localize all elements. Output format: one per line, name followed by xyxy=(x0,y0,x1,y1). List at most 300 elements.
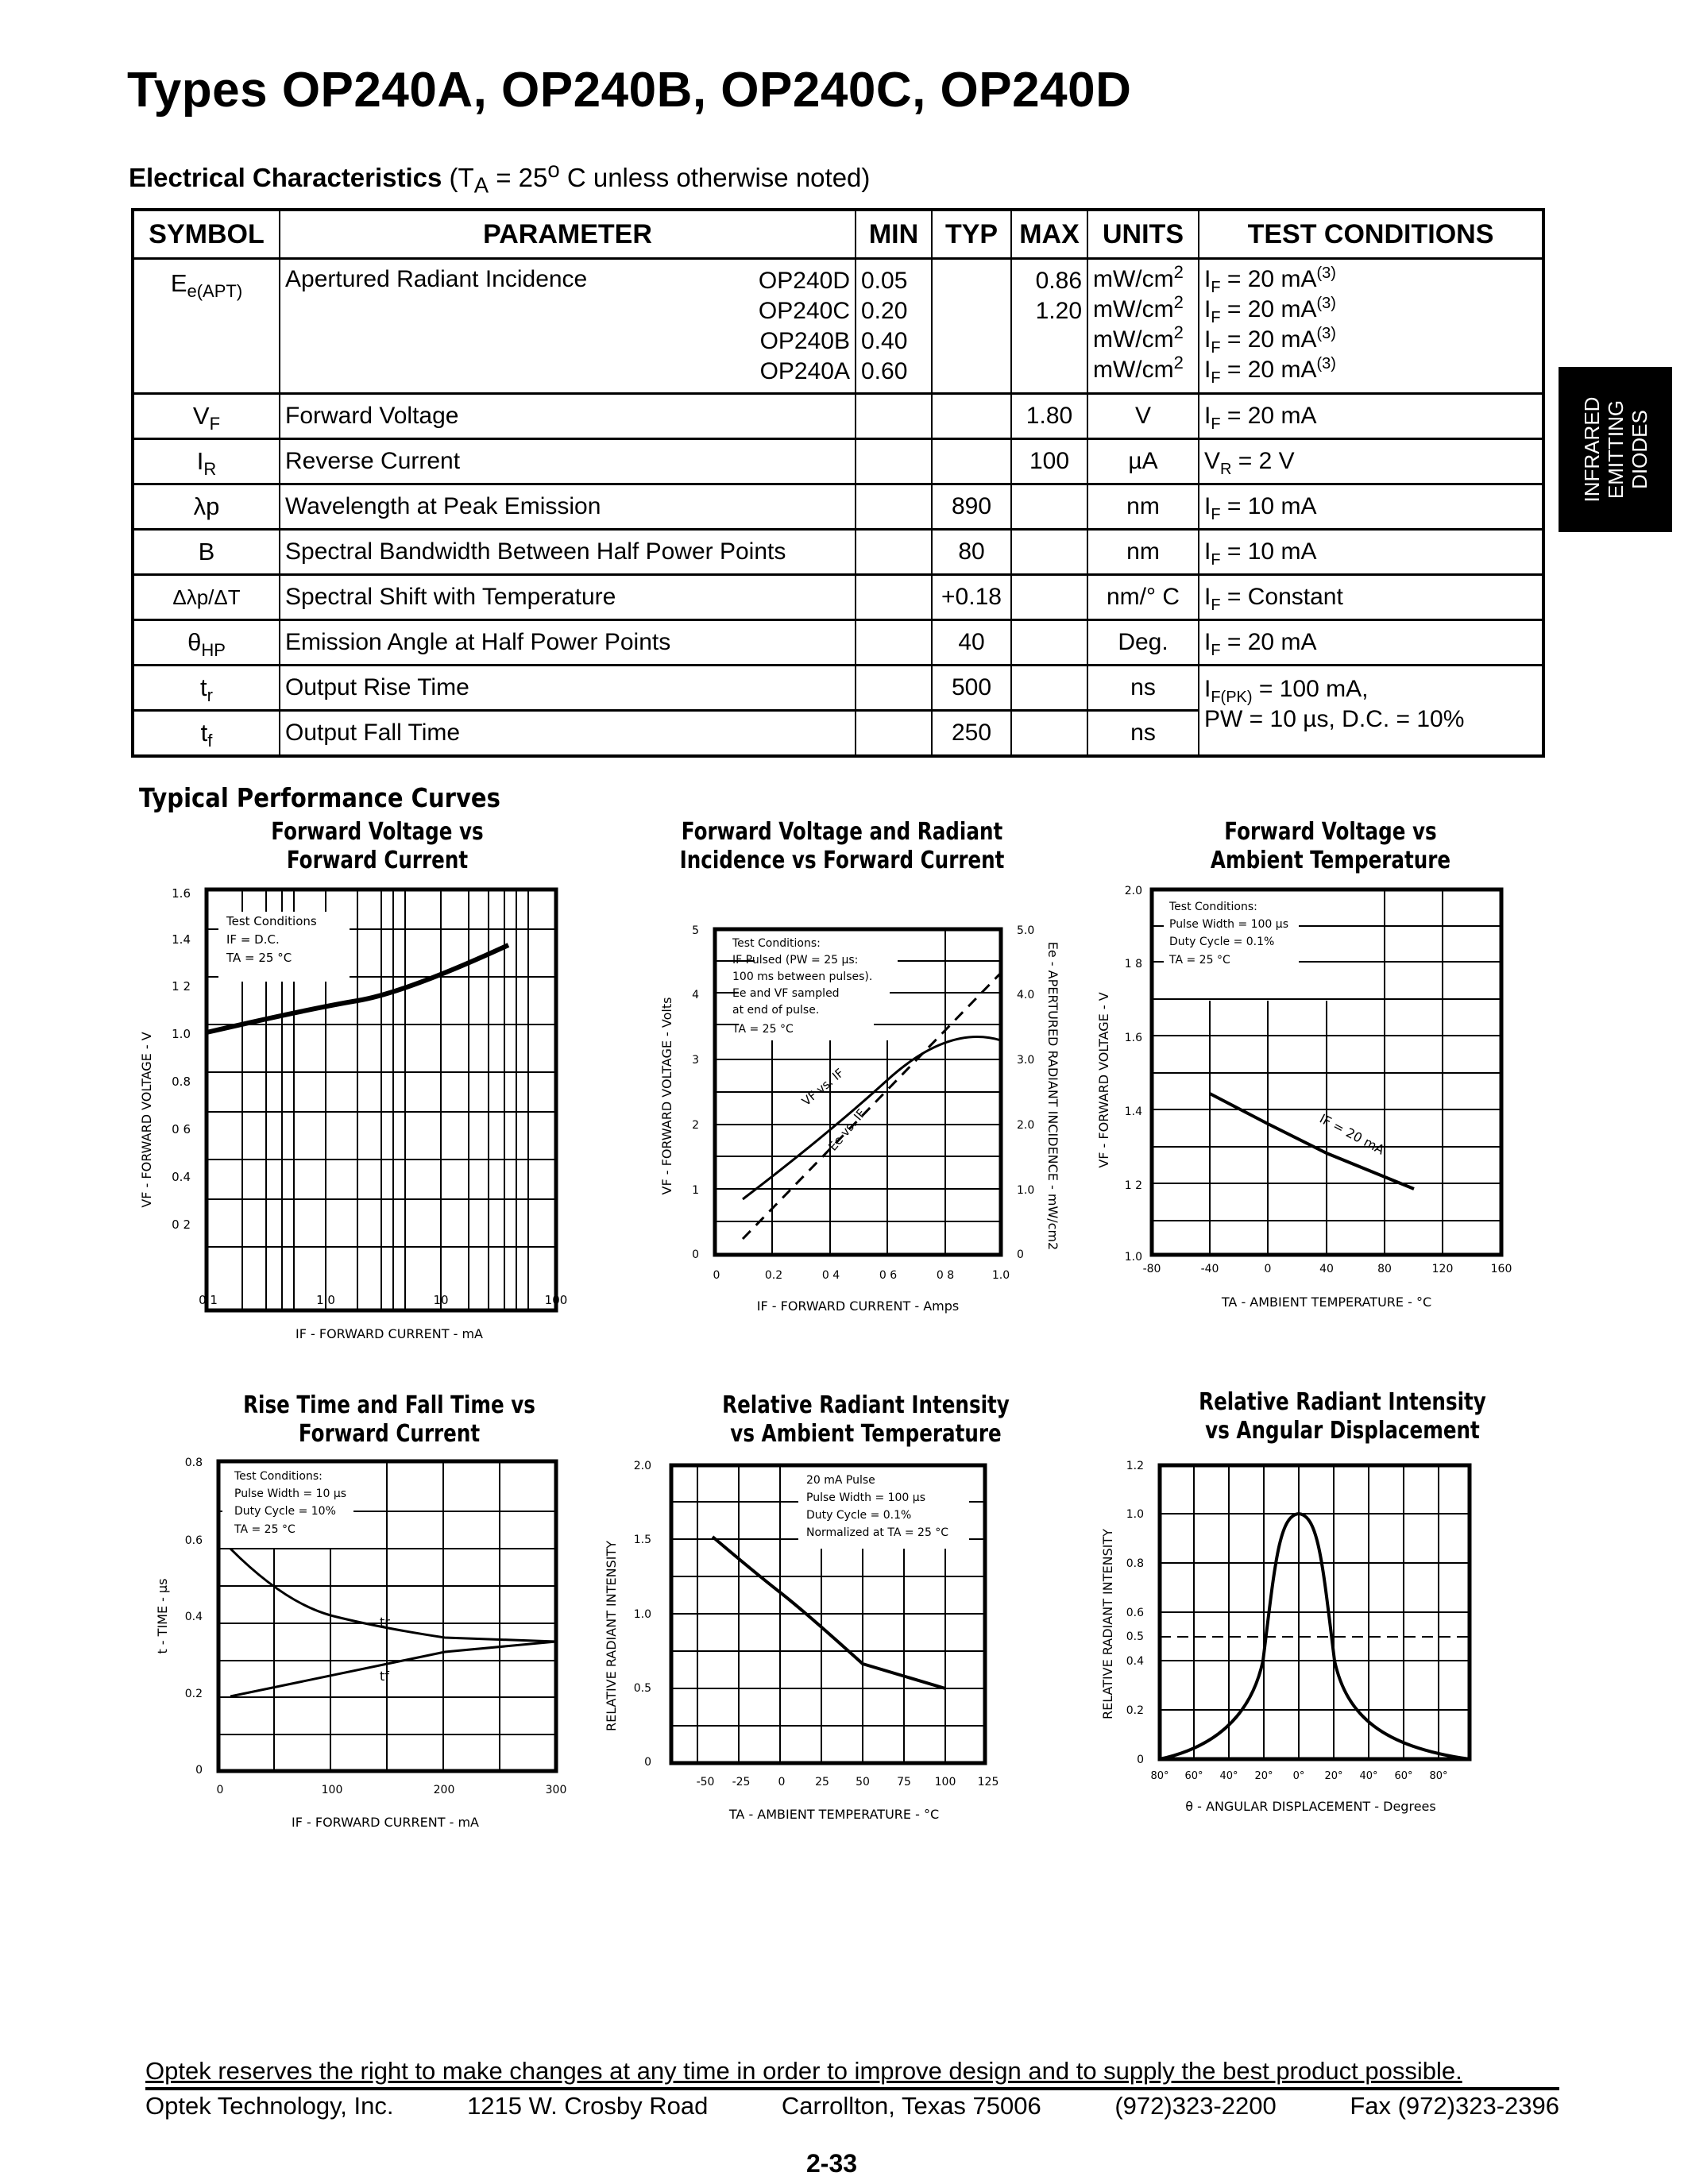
tick: 0 xyxy=(216,1784,224,1796)
tick: 0.2 xyxy=(764,1269,783,1282)
chart-title: Rise Time and Fall Time vs Forward Current xyxy=(243,1391,535,1448)
units-value xyxy=(1093,355,1193,385)
table-caption xyxy=(129,157,871,198)
tick: 0.8 xyxy=(1126,1557,1144,1570)
parameter-cell: Wavelength at Peak Emission xyxy=(280,484,856,530)
tick: 60° xyxy=(1184,1770,1203,1782)
test-sub: F xyxy=(1211,369,1221,387)
city: Carrollton, Texas 75006 xyxy=(781,2092,1041,2120)
test-text: I xyxy=(1204,584,1211,610)
footer-contact xyxy=(145,2092,1559,2120)
tick: 1.0 xyxy=(172,1027,191,1041)
max-cell xyxy=(1011,530,1087,575)
tick: 1.2 xyxy=(1126,1460,1144,1472)
y-axis-label: RELATIVE RADIANT INTENSITY xyxy=(604,1540,619,1732)
symbol-cell xyxy=(133,575,280,620)
x-axis-label: TA - AMBIENT TEMPERATURE - °C xyxy=(728,1807,940,1822)
test-text: I xyxy=(1204,326,1211,353)
annotation-line: Test Conditions xyxy=(226,914,317,928)
min-cell xyxy=(856,484,932,530)
header-symbol: SYMBOL xyxy=(133,210,280,259)
tick: 1 xyxy=(692,1184,699,1197)
test-condition xyxy=(1204,264,1537,295)
units-cell: ns xyxy=(1087,666,1199,711)
tick: 5.0 xyxy=(1017,924,1035,937)
chart-title: Forward Voltage vs Ambient Temperature xyxy=(1210,818,1451,874)
series-intensity xyxy=(713,1537,945,1688)
annotation-line: IF Pulsed (PW = 25 µs: xyxy=(732,954,859,967)
tick: 1.0 xyxy=(1017,1184,1035,1197)
units-cell: nm xyxy=(1087,484,1199,530)
header-parameter: PARAMETER xyxy=(280,210,856,259)
typ-cell: 500 xyxy=(932,666,1011,711)
tick: 160 xyxy=(1490,1263,1512,1275)
test-text: = 20 mA xyxy=(1220,296,1317,322)
tick: 80 xyxy=(1377,1263,1392,1275)
annotation xyxy=(806,1474,948,1539)
header-test-conditions: TEST CONDITIONS xyxy=(1199,210,1543,259)
units-cell xyxy=(1087,259,1199,394)
caption-bold: Electrical Characteristics xyxy=(129,163,442,192)
min-cell xyxy=(856,259,932,394)
annotation xyxy=(1168,901,1288,967)
min-cell xyxy=(856,394,932,439)
test-sub: F xyxy=(1211,551,1221,569)
max-value: 1.20 xyxy=(1035,298,1082,324)
tick: 5 xyxy=(692,924,699,937)
min-value: 0.05 xyxy=(861,268,908,294)
tick: -80 xyxy=(1142,1263,1161,1275)
tick: 100 xyxy=(934,1776,956,1788)
symbol: E xyxy=(170,269,187,297)
test-text: I xyxy=(1204,403,1211,429)
tick: 4.0 xyxy=(1017,989,1035,1001)
min-cell xyxy=(856,439,932,484)
test-condition xyxy=(1204,355,1537,385)
tick: 1 2 xyxy=(1124,1179,1142,1192)
side-tab-line: DIODES xyxy=(1627,410,1651,489)
tick: -40 xyxy=(1200,1263,1219,1275)
test-sub: F xyxy=(1211,506,1221,523)
y-axis-label: RELATIVE RADIANT INTENSITY xyxy=(1100,1528,1115,1720)
tick: 0 xyxy=(644,1756,651,1769)
chart-intensity-vs-angle xyxy=(1080,1453,1557,1914)
tick: 0 xyxy=(1264,1263,1272,1275)
test-text: V xyxy=(1204,448,1221,474)
symbol: Δλp/ΔT xyxy=(172,585,241,609)
symbol-sub: e(APT) xyxy=(187,281,243,302)
y-ticks xyxy=(1125,885,1142,1264)
section-side-tab xyxy=(1559,367,1672,532)
typ-cell xyxy=(932,439,1011,484)
test-text: I xyxy=(1204,538,1211,565)
symbol-cell xyxy=(133,711,280,757)
test-text: = 20 mA xyxy=(1220,266,1317,292)
symbol-cell xyxy=(133,484,280,530)
symbol: t xyxy=(200,719,208,747)
tick: 1.4 xyxy=(172,932,191,947)
tick: 0 1 xyxy=(199,1293,218,1307)
annotation-line: Pulse Width = 10 µs xyxy=(234,1488,347,1500)
tick: 0.2 xyxy=(184,1688,203,1700)
x-ticks xyxy=(713,1269,1010,1282)
units-sup: 2 xyxy=(1173,353,1184,372)
header-max: MAX xyxy=(1011,210,1087,259)
caption-text: (T xyxy=(442,163,474,192)
test-sub: F xyxy=(1211,279,1221,296)
test-cell xyxy=(1199,259,1543,394)
annotation-line: Test Conditions: xyxy=(1169,901,1257,913)
tick: 1 8 xyxy=(1124,958,1142,970)
tick: 0 xyxy=(692,1248,699,1261)
max-value: 0.86 xyxy=(1035,268,1082,294)
tick: 0.6 xyxy=(1126,1607,1144,1619)
tick: 1.0 xyxy=(633,1608,651,1621)
test-cell xyxy=(1199,439,1543,484)
tick: 0 8 xyxy=(936,1269,955,1282)
test-text: I xyxy=(1204,493,1211,519)
chart-vf-vs-ta xyxy=(1080,882,1557,1342)
typ-cell: 40 xyxy=(932,620,1011,666)
annotation-line: TA = 25 °C xyxy=(226,951,292,965)
part-number: OP240B xyxy=(759,328,850,354)
y-axis-label: VF - FORWARD VOLTAGE - Volts xyxy=(659,997,674,1195)
tick: 125 xyxy=(977,1776,999,1788)
caption-text: C unless otherwise noted) xyxy=(559,163,871,192)
tick: 20° xyxy=(1254,1770,1273,1782)
tick: 1.0 xyxy=(991,1269,1010,1282)
test-sup: (3) xyxy=(1316,295,1336,312)
test-cell xyxy=(1199,530,1543,575)
tick: 75 xyxy=(897,1776,911,1788)
symbol-cell xyxy=(133,439,280,484)
tick: 20° xyxy=(1324,1770,1343,1782)
test-text: I xyxy=(1204,676,1211,702)
test-sup: (3) xyxy=(1316,325,1336,342)
tick: 0.4 xyxy=(184,1611,203,1623)
header-units: UNITS xyxy=(1087,210,1199,259)
annotation-line: Ee and VF sampled xyxy=(732,987,840,1000)
test-text: = 20 mA xyxy=(1220,357,1317,383)
page-number: 2-33 xyxy=(806,2149,858,2178)
units-text: mW/cm xyxy=(1093,266,1174,292)
tick: 4 xyxy=(692,989,699,1001)
y-ticks xyxy=(185,1457,203,1777)
tick: 50 xyxy=(856,1776,870,1788)
chart-title: Forward Voltage and Radiant Incidence vs Forward Current xyxy=(679,818,1005,874)
part-number: OP240A xyxy=(759,358,850,384)
parameter-cell: Reverse Current xyxy=(280,439,856,484)
tick: 1.6 xyxy=(1124,1032,1142,1044)
table-row xyxy=(133,259,1543,394)
test-sub: F xyxy=(1211,596,1221,614)
max-cell: 100 xyxy=(1011,439,1087,484)
min-cell xyxy=(856,711,932,757)
chart-title: Forward Voltage vs Forward Current xyxy=(271,818,484,874)
units-text: mW/cm xyxy=(1093,296,1174,322)
electrical-characteristics-table xyxy=(131,208,1545,758)
table-row xyxy=(133,439,1543,484)
test-sub: F xyxy=(1211,642,1221,659)
max-cell xyxy=(1011,666,1087,711)
annotation-line: Duty Cycle = 0.1% xyxy=(806,1509,912,1522)
series-label: tf xyxy=(380,1669,389,1684)
tick: 1 0 xyxy=(316,1293,335,1307)
test-condition xyxy=(1204,325,1537,355)
symbol: λp xyxy=(193,492,220,520)
phone: (972)323-2200 xyxy=(1114,2092,1277,2120)
test-sup: (3) xyxy=(1316,355,1336,372)
test-condition: PW = 10 µs, D.C. = 10% xyxy=(1204,706,1465,732)
table-row xyxy=(133,484,1543,530)
symbol-cell xyxy=(133,530,280,575)
disclaimer: Optek reserves the right to make changes at any time in order to improve design and to supply the best product possible. xyxy=(145,2057,1462,2085)
units-cell: µA xyxy=(1087,439,1199,484)
max-cell xyxy=(1011,259,1087,394)
part-number: OP240C xyxy=(758,298,850,324)
table-row xyxy=(133,620,1543,666)
max-cell xyxy=(1011,484,1087,530)
annotation-line: at end of pulse. xyxy=(732,1004,820,1017)
x-axis-label: IF - FORWARD CURRENT - Amps xyxy=(756,1298,960,1314)
y-ticks xyxy=(634,1460,651,1769)
tick: 40° xyxy=(1219,1770,1238,1782)
test-cell xyxy=(1199,666,1543,757)
section-title: Typical Performance Curves xyxy=(139,782,500,813)
symbol-cell xyxy=(133,666,280,711)
tick: -50 xyxy=(696,1776,715,1788)
x-ticks xyxy=(217,1784,567,1796)
grid xyxy=(1160,1465,1470,1759)
test-condition xyxy=(1204,674,1537,704)
parameter-cell xyxy=(280,259,856,394)
tick: 3.0 xyxy=(1017,1054,1035,1067)
part-list xyxy=(759,266,850,387)
units-cell: V xyxy=(1087,394,1199,439)
tick: 2.0 xyxy=(1017,1119,1035,1132)
tick: 1.0 xyxy=(1124,1251,1142,1264)
y-axis-label: VF - FORWARD VOLTAGE - V xyxy=(139,1032,154,1208)
test-sub: F xyxy=(1211,415,1221,433)
parameter-cell: Spectral Shift with Temperature xyxy=(280,575,856,620)
y-ticks xyxy=(1126,1460,1144,1766)
tick: 0.8 xyxy=(184,1457,203,1469)
table-row xyxy=(133,530,1543,575)
tick: 100 xyxy=(544,1293,568,1307)
typ-cell: 890 xyxy=(932,484,1011,530)
page-title: Types OP240A, OP240B, OP240C, OP240D xyxy=(127,63,1132,118)
tick: 1.5 xyxy=(633,1534,651,1546)
test-cell xyxy=(1199,575,1543,620)
min-cell xyxy=(856,620,932,666)
side-tab-line: INFRARED xyxy=(1579,396,1604,503)
units-sup: 2 xyxy=(1173,292,1184,312)
tick: 0 xyxy=(1137,1754,1144,1766)
test-cell xyxy=(1199,484,1543,530)
min-cell xyxy=(856,530,932,575)
test-text: I xyxy=(1204,266,1211,292)
tick: -25 xyxy=(732,1776,751,1788)
max-cell xyxy=(1011,575,1087,620)
tick: 2 xyxy=(692,1119,699,1132)
tick: 1 2 xyxy=(172,979,191,994)
chart-vf-vs-if-xaxis xyxy=(127,1287,572,1358)
y-ticks xyxy=(172,886,191,1232)
tick: 200 xyxy=(433,1784,455,1796)
test-text: = 2 V xyxy=(1231,448,1295,474)
tick: 1.0 xyxy=(1126,1508,1144,1521)
test-text: = 100 mA, xyxy=(1252,676,1369,702)
typ-cell: 250 xyxy=(932,711,1011,757)
side-tab-label xyxy=(1580,397,1651,503)
test-cell xyxy=(1199,394,1543,439)
tick: 0.4 xyxy=(172,1170,191,1184)
series-label: Ee vs. IF xyxy=(825,1106,869,1154)
caption-sub: A xyxy=(473,172,489,198)
parameter-cell: Emission Angle at Half Power Points xyxy=(280,620,856,666)
tick: 0 6 xyxy=(879,1269,898,1282)
tick: 0 2 xyxy=(172,1217,191,1232)
x-ticks xyxy=(199,1293,567,1307)
units-cell: Deg. xyxy=(1087,620,1199,666)
series-vf xyxy=(1210,1094,1414,1189)
units-value xyxy=(1093,292,1193,325)
chart-intensity-vs-ta xyxy=(596,1453,1056,1914)
x-axis-label: IF - FORWARD CURRENT - mA xyxy=(292,1815,479,1830)
chart-title: Relative Radiant Intensity vs Angular Displacement xyxy=(1199,1388,1486,1445)
x-axis-label: IF - FORWARD CURRENT - mA xyxy=(295,1326,483,1341)
units-cell: nm/° C xyxy=(1087,575,1199,620)
tick: 0.5 xyxy=(633,1682,651,1695)
series-tr xyxy=(230,1549,556,1642)
tick: 80° xyxy=(1150,1770,1169,1782)
x-axis-label: TA - AMBIENT TEMPERATURE - °C xyxy=(1221,1295,1432,1310)
test-text: = Constant xyxy=(1220,584,1343,610)
annotation-line: Normalized at TA = 25 °C xyxy=(806,1526,949,1539)
chart-title: Relative Radiant Intensity vs Ambient Temperature xyxy=(722,1391,1010,1448)
tick: 3 xyxy=(692,1054,699,1067)
tick: 1.4 xyxy=(1124,1106,1142,1118)
caption-text: = 25 xyxy=(489,163,548,192)
table-row xyxy=(133,575,1543,620)
test-text: I xyxy=(1204,629,1211,655)
min-value: 0.20 xyxy=(861,298,908,324)
test-sub: F xyxy=(1211,309,1221,326)
symbol-cell xyxy=(133,259,280,394)
symbol-sub: HP xyxy=(201,640,226,661)
test-text: = 10 mA xyxy=(1220,493,1317,519)
chart-rise-fall-time xyxy=(127,1453,572,1914)
test-cell xyxy=(1199,620,1543,666)
tick: 0.8 xyxy=(172,1075,191,1089)
table-header-row xyxy=(133,210,1543,259)
test-text: = 20 mA xyxy=(1220,629,1317,655)
fax: Fax (972)323-2396 xyxy=(1350,2092,1559,2120)
parameter-name: Apertured Radiant Incidence xyxy=(285,266,588,292)
symbol-sub: R xyxy=(203,459,217,480)
test-condition xyxy=(1204,295,1537,325)
x-axis-label: θ - ANGULAR DISPLACEMENT - Degrees xyxy=(1185,1799,1436,1814)
series-vf xyxy=(743,1037,1001,1199)
tick: 25 xyxy=(815,1776,829,1788)
symbol-cell xyxy=(133,620,280,666)
min-value: 0.60 xyxy=(861,358,908,384)
max-cell: 1.80 xyxy=(1011,394,1087,439)
caption-degree: o xyxy=(547,157,560,182)
typ-cell xyxy=(932,394,1011,439)
test-sub: F xyxy=(1211,339,1221,357)
symbol: B xyxy=(198,538,215,565)
tick: 100 xyxy=(321,1784,343,1796)
tick: 0 xyxy=(713,1269,720,1282)
tick: 80° xyxy=(1429,1770,1448,1782)
symbol: I xyxy=(196,447,204,475)
units-value xyxy=(1093,264,1193,295)
tick: 0 xyxy=(778,1776,786,1788)
annotation-line: IF = D.C. xyxy=(226,932,280,947)
y-ticks xyxy=(692,924,699,1261)
units-cell: nm xyxy=(1087,530,1199,575)
footer-rule xyxy=(145,2087,1559,2090)
annotation-line: 20 mA Pulse xyxy=(806,1474,875,1487)
units-text: mW/cm xyxy=(1093,326,1174,353)
y2-ticks xyxy=(1017,924,1034,1261)
table-row xyxy=(133,394,1543,439)
company-name: Optek Technology, Inc. xyxy=(145,2092,394,2120)
side-tab-line: EMITTING xyxy=(1603,399,1628,500)
tick: 300 xyxy=(545,1784,567,1796)
tick: 10 xyxy=(433,1293,449,1307)
header-min: MIN xyxy=(856,210,932,259)
tick: 60° xyxy=(1394,1770,1413,1782)
tick: 40° xyxy=(1359,1770,1378,1782)
y-axis-label: VF - FORWARD VOLTAGE - V xyxy=(1096,992,1111,1168)
symbol: V xyxy=(192,402,210,430)
symbol-sub: r xyxy=(207,685,213,706)
annotation-line: TA = 25 °C xyxy=(732,1023,794,1036)
test-text: I xyxy=(1204,296,1211,322)
min-cell xyxy=(856,575,932,620)
annotation-line: Pulse Width = 100 µs xyxy=(1169,918,1288,931)
annotation-line: TA = 25 °C xyxy=(234,1523,295,1536)
tick: 0.4 xyxy=(1126,1655,1144,1668)
series-label: VF vs. IF xyxy=(799,1065,847,1109)
address: 1215 W. Crosby Road xyxy=(467,2092,709,2120)
parameter-cell: Output Rise Time xyxy=(280,666,856,711)
y-axis-label: t - TIME - µs xyxy=(155,1578,170,1654)
tick: 0 xyxy=(195,1764,203,1777)
series-tf xyxy=(230,1642,556,1696)
test-text: = 20 mA xyxy=(1220,403,1317,429)
annotation-line: TA = 25 °C xyxy=(1169,954,1230,967)
tick: 2.0 xyxy=(633,1460,651,1472)
test-text: = 10 mA xyxy=(1220,538,1317,565)
tick: 0.6 xyxy=(184,1534,203,1547)
min-value: 0.40 xyxy=(861,328,908,354)
part-number: OP240D xyxy=(758,268,850,294)
symbol: t xyxy=(200,673,207,701)
test-text: I xyxy=(1204,357,1211,383)
symbol-sub: f xyxy=(207,731,213,751)
tick: 40 xyxy=(1319,1263,1334,1275)
tick: 0.2 xyxy=(1126,1704,1144,1717)
typ-cell: +0.18 xyxy=(932,575,1011,620)
test-sup: (3) xyxy=(1316,264,1336,282)
parameter-cell: Spectral Bandwidth Between Half Power Points xyxy=(280,530,856,575)
typ-cell xyxy=(932,259,1011,394)
max-value xyxy=(1017,326,1082,357)
annotation xyxy=(732,937,872,1036)
